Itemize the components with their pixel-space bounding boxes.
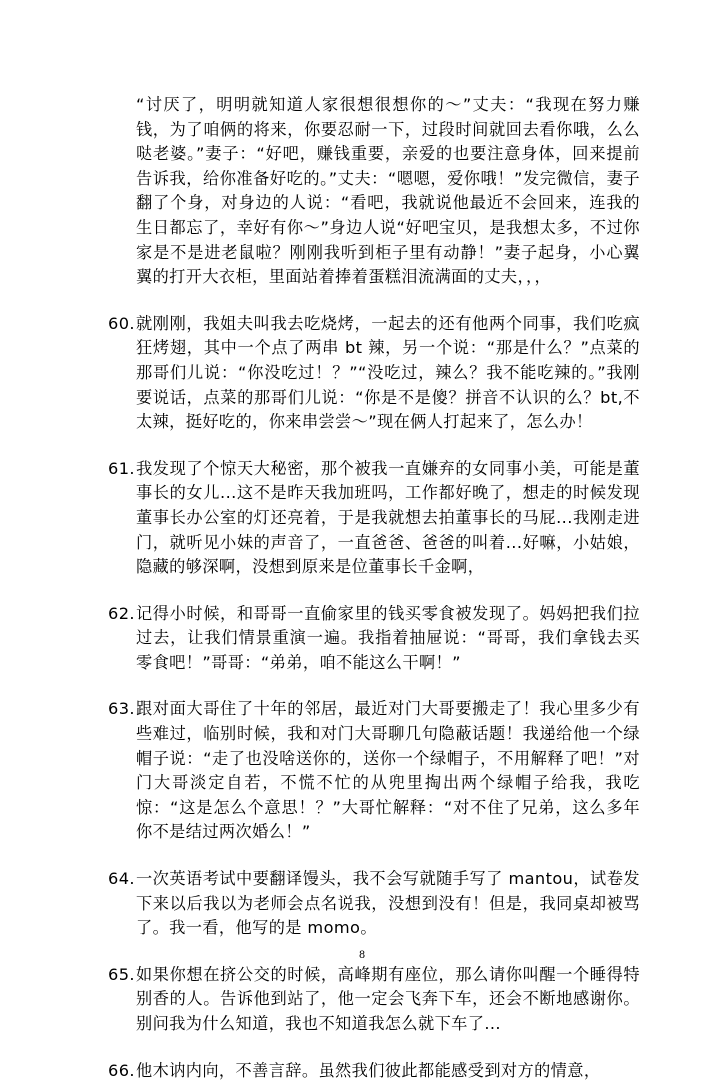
item-number: 62. [108,603,135,623]
item-text: 跟对面大哥住了十年的邻居，最近对门大哥要搬走了！我心里多少有些难过，临别时候，我和对门大哥聊几句隐蔽话题！我递给他一个绿帽子说：“走了也没啥送你的，送你一个绿帽子，不用解释了吧！”对门大哥淡定自若，不慌不忙的从兜里掏出两个绿帽子给我，我吃惊：“这是怎么个意思！？”大哥忙解释：“对不住了兄弟，这么多年你不是结过两次婚么！” [136,699,640,842]
item-number: 63. [108,699,135,719]
continued-paragraph: “讨厌了，明明就知道人家很想很想你的～”丈夫：“我现在努力赚钱，为了咱俩的将来，你要忍耐一下，过段时间就回去看你哦，么么哒老婆。”妻子：“好吧，赚钱重要，亲爱的也要注意身体，回来提前告诉我，给你准备好吃的。”丈夫：“嗯嗯，爱你哦！”发完微信，妻子翻了个身，对身边的人说：“看吧，我就说他最近不会回来，连我的生日都忘了，幸好有你～”身边人说“好吧宝贝，是我想太多，不过你家是不是进老鼠啦？刚刚我听到柜子里有动静！”妻子起身，小心翼翼的打开大衣柜，里面站着捧着蛋糕泪流满面的丈夫，，， [136,95,640,287]
item-text: 我发现了个惊天大秘密，那个被我一直嫌弃的女同事小美，可能是董事长的女儿...这不是昨天我加班吗，工作都好晚了，想走的时候发现董事长办公室的灯还亮着，于是我就想去拍董事长的马屁...我刚走进门，就听见小妹的声音了，一直爸爸、爸爸的叫着...好嘛，小姑娘，隐藏的够深啊，没想到原来是位董事长千金啊， [136,458,640,577]
item-text: 如果你想在挤公交的时候，高峰期有座位，那么请你叫醒一个睡得特别香的人。告诉他到站了，他一定会飞奔下车，还会不断地感谢你。别问我为什么知道，我也不知道我怎么就下车了... [136,964,640,1033]
item-text: 记得小时候，和哥哥一直偷家里的钱买零食被发现了。妈妈把我们拉过去，让我们情景重演一遍。我指着抽屉说：“哥哥，我们拿钱去买零食吧！”哥哥：“弟弟，咱不能这么干啊！” [136,603,640,672]
list-item [108,602,640,676]
item-number: 60. [108,313,135,333]
item-number: 65. [108,964,135,984]
item-text: 他木讷内向，不善言辞。虽然我们彼此都能感受到对方的情意， [136,1060,601,1080]
page-content [108,93,640,1083]
item-number: 66. [108,1060,135,1080]
item-text: 就刚刚，我姐夫叫我去吃烧烤，一起去的还有他两个同事，我们吃疯狂烤翅，其中一个点了两串 bt 辣，另一个说：“那是什么？”点菜的那哥们儿说：“你没吃过！？”“没吃过，辣么？我不能吃辣的。”我刚要说话，点菜的那哥们儿说：“你是不是傻？拼音不认识的么？bt,不太辣，挺好吃的，你来串尝尝～”现在俩人打起来了，怎么办！ [136,313,640,432]
item-text: 一次英语考试中要翻译馒头，我不会写就随手写了 mantou，试卷发下来以后我以为老师会点名说我，没想到没有！但是，我同桌却被骂了。我一看，他写的是 momo。 [136,869,640,938]
item-number: 61. [108,458,135,478]
page-number: 8 [358,950,366,961]
item-number: 64. [108,869,135,889]
list-item [108,963,640,1037]
list-item [108,1059,640,1083]
list-item [108,867,640,941]
list-item [108,457,640,580]
list-item [108,312,640,435]
list-item [108,697,640,845]
